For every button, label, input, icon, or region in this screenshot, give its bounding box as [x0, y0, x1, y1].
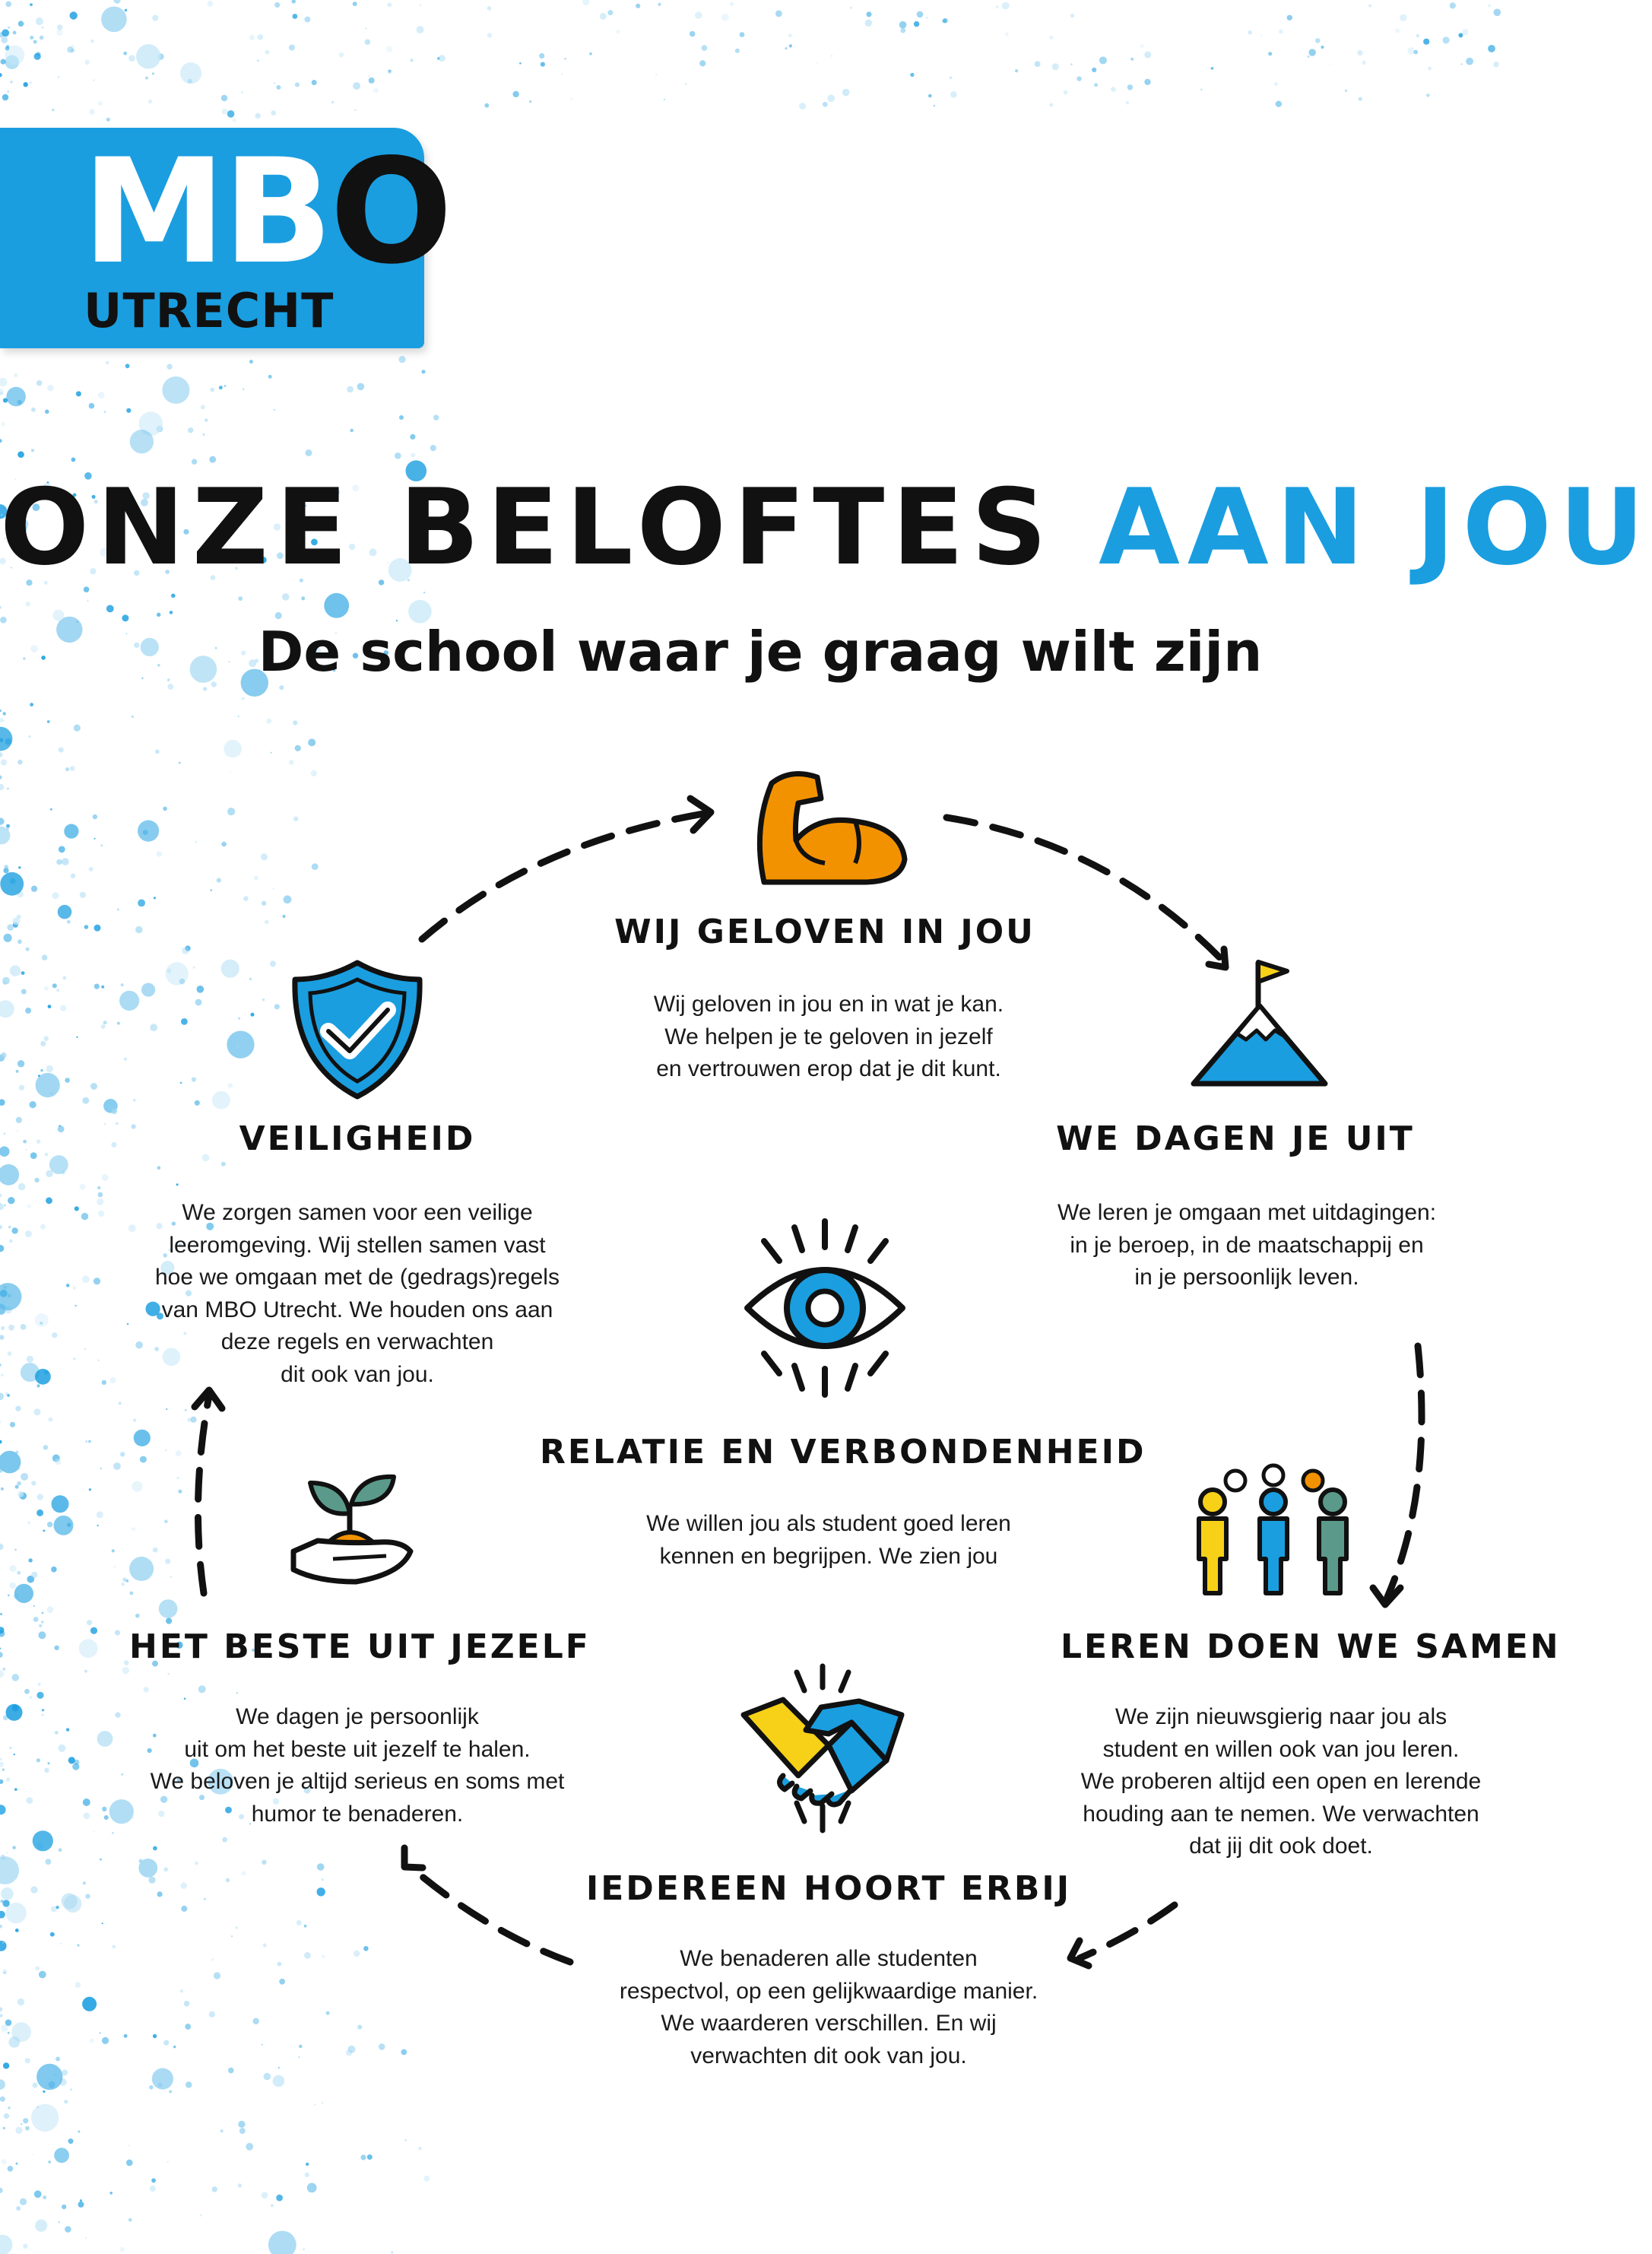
title-blue-part: AAN JOU: [1099, 466, 1652, 589]
section-body-uitdagen: We leren je omgaan met uitdagingen: in je beroep, in de maatschappij en in je persoonlijk leven.: [1057, 1200, 1437, 1290]
section-body-veiligheid: We zorgen samen voor een veilige leeromgeving. Wij stellen samen vast hoe we omgaan met de (gedrags)regels van MBO Utrecht. We houden ons aan deze regels en verwachten dit ook van jou.: [155, 1200, 560, 1387]
handshake-icon: [737, 1662, 908, 1837]
flexed-bicep-icon: [749, 768, 916, 886]
logo-city: UTRECHT: [84, 283, 335, 338]
shield-check-icon: [289, 957, 426, 1101]
arrow-beste-to-veiligheid: [198, 1395, 209, 1593]
group-of-people-icon: [1190, 1464, 1357, 1601]
section-body-iedereen: We benaderen alle studenten respectvol, op een gelijkwaardige manier. We waarderen verschillen. En wij verwachten dit ook van jou.: [619, 1946, 1038, 2068]
title-black-part: ONZE BELOFTES: [0, 466, 1055, 589]
arrow-uitdagen-to-samen: [1387, 1346, 1422, 1597]
section-body-samen: We zijn nieuwsgierig naar jou als student en willen ook van jou leren. We proberen altijd een open en lerende houding aan te nemen. We verwachten dat jij dit ook doet.: [1080, 1704, 1482, 1859]
section-title-veiligheid: VEILIGHEID: [239, 1119, 476, 1158]
section-title-uitdagen: WE DAGEN JE UIT: [1056, 1119, 1415, 1158]
section-title-geloven: WIJ GELOVEN IN JOU: [614, 913, 1035, 951]
section-body-relatie: We willen jou als student goed leren kennen en begrijpen. We zien jou: [646, 1511, 1011, 1569]
section-title-relatie: RELATIE EN VERBONDENHEID: [540, 1433, 1146, 1471]
page-subtitle: De school waar je graag wilt zijn: [258, 620, 1263, 684]
mountain-flag-icon: [1190, 954, 1330, 1091]
section-title-iedereen: IEDEREEN HOORT ERBIJ: [585, 1869, 1072, 1908]
section-body-geloven: Wij geloven in jou en in wat je kan. We helpen je te geloven in jezelf en vertrouwen erop dat je dit kunt.: [653, 992, 1004, 1081]
arrowhead-beste: [404, 1848, 423, 1868]
section-body-beste: We dagen je persoonlijk uit om het beste uit jezelf te halen. We beloven je altijd serieus en soms met humor te benaderen.: [150, 1704, 565, 1827]
logo-wordmark: MBO: [82, 128, 450, 296]
section-title-beste: HET BESTE UIT JEZELF: [129, 1627, 591, 1666]
section-title-samen: LEREN DOEN WE SAMEN: [1061, 1627, 1561, 1666]
arrow-iedereen-to-beste: [411, 1867, 570, 1962]
plant-in-hand-icon: [287, 1468, 417, 1593]
eye-icon: [741, 1217, 908, 1399]
arrow-samen-to-iedereen: [1080, 1905, 1175, 1958]
